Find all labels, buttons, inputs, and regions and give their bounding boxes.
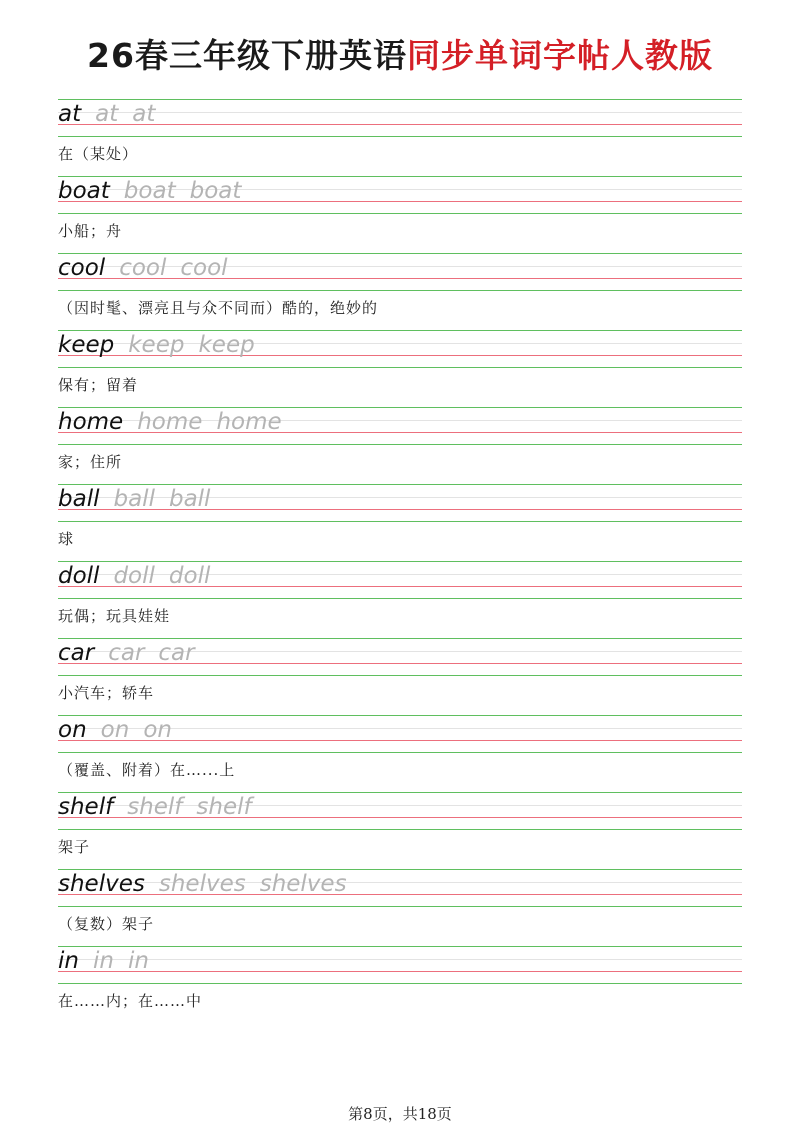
trace-word: boat [123,178,176,204]
word-line [58,791,252,823]
word-line [58,714,172,746]
trace-word: in [127,948,149,974]
word-text: doll [58,563,100,589]
title-part-2: 同步单词字帖人教版 [406,36,713,75]
trace-word: shelf [196,794,252,820]
word-text: boat [58,178,110,204]
title-part-1: 26春三年级下册英语 [87,36,407,75]
word-text: in [58,948,79,974]
word-text: home [58,409,124,435]
word-text: cool [58,255,106,281]
word-row [0,250,800,327]
trace-word: boat [189,178,242,204]
trace-word: home [216,409,282,435]
word-text: at [58,101,82,127]
word-meaning: 架子 [58,838,91,856]
word-meaning: 玩偶；玩具娃娃 [58,607,171,625]
word-row [0,327,800,404]
trace-word: keep [198,332,255,358]
trace-word: on [100,717,130,743]
trace-word: ball [168,486,211,512]
trace-word: shelves [158,871,246,897]
word-row [0,558,800,635]
trace-word: in [92,948,114,974]
word-row [0,712,800,789]
word-meaning: 家；住所 [58,453,123,471]
word-meaning: 小船；舟 [58,222,123,240]
trace-word: home [137,409,203,435]
trace-word: doll [168,563,211,589]
word-row [0,789,800,866]
trace-word: cool [180,255,228,281]
trace-word: keep [128,332,185,358]
word-meaning: （复数）架子 [58,915,155,933]
word-line [58,98,155,130]
trace-word: at [132,101,156,127]
word-row [0,404,800,481]
trace-word: shelf [127,794,183,820]
word-line [58,945,149,977]
word-row [0,96,800,173]
word-line [58,175,241,207]
word-row [0,481,800,558]
word-text: ball [58,486,100,512]
word-line [58,868,347,900]
word-text: car [58,640,95,666]
writing-lines [58,96,742,140]
word-row [0,173,800,250]
word-meaning: 球 [58,530,75,548]
word-text: keep [58,332,115,358]
writing-lines [58,943,742,987]
word-meaning: 在（某处） [58,145,139,163]
word-meaning: （覆盖、附着）在…...上 [58,761,236,779]
trace-word: cool [119,255,167,281]
word-meaning: （因时髦、漂亮且与众不同而）酷的，绝妙的 [58,299,379,317]
word-line [58,329,255,361]
page-title [0,30,800,77]
page-number: 第8页，共18页 [348,1105,452,1123]
trace-word: on [143,717,172,743]
trace-word: shelves [259,871,347,897]
trace-word: doll [113,563,155,589]
word-text: shelves [58,871,145,897]
word-line [58,406,282,438]
word-line [58,252,228,284]
word-list [0,96,800,1020]
word-text: on [58,717,87,743]
word-row [0,866,800,943]
trace-word: ball [113,486,155,512]
trace-word: car [158,640,195,666]
word-row [0,635,800,712]
word-meaning: 在……内；在……中 [58,992,203,1010]
word-meaning: 小汽车；轿车 [58,684,155,702]
trace-word: at [95,101,119,127]
word-line [58,483,210,515]
word-line [58,637,195,669]
trace-word: car [108,640,145,666]
word-text: shelf [58,794,114,820]
word-line [58,560,210,592]
word-row [0,943,800,1020]
word-meaning: 保有；留着 [58,376,139,394]
